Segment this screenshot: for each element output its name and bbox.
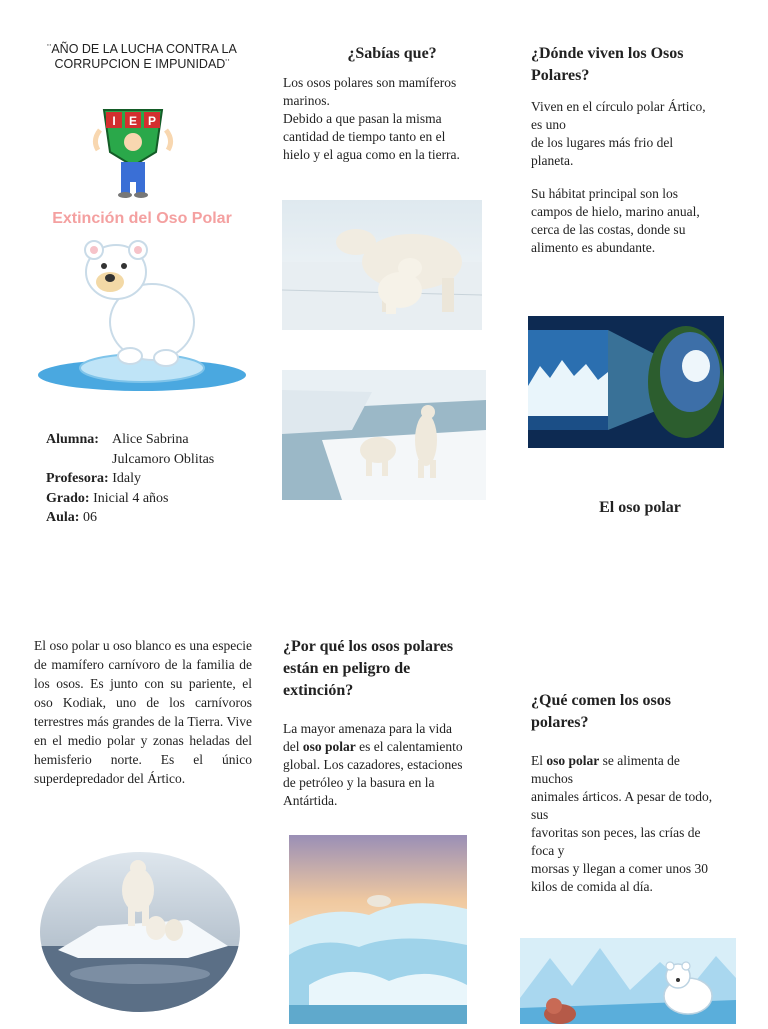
did-you-know-heading: ¿Sabías que? xyxy=(347,45,437,62)
student-info xyxy=(46,430,256,528)
cartoon-arctic-scene-image xyxy=(520,938,736,1024)
cartoon-polar-bear-image xyxy=(34,230,250,400)
teacher-label: Profesora: xyxy=(46,471,109,486)
student-label: Alumna: xyxy=(46,432,99,447)
polar-bear-description: El oso polar u oso blanco es una especie de mamífero carnívoro de la familia de los osos. Es junto con su pariente, el oso Kodiak, uno de los carnívoros terrestres más grandes de la Tierra. Vive en el medio polar y zonas heladas del hemisferio norte. Es el único superdepredador del Ártico. xyxy=(34,638,252,786)
footer-label: El oso polar xyxy=(599,499,681,516)
arctic-globe-image xyxy=(528,316,724,448)
logo-letter-e: E xyxy=(128,114,138,128)
where-live-heading: ¿Dónde viven los Osos Polares? xyxy=(531,45,684,84)
did-you-know-text: Los osos polares son mamíferos marinos. Debido a que pasan la misma cantidad de tiempo tanto en el hielo y el agua como en la tierra. xyxy=(283,75,460,162)
classroom-value: 06 xyxy=(82,510,97,525)
extinction-heading: ¿Por qué los osos polares están en peligro de extinción? xyxy=(283,638,454,699)
grade-value: Inicial 4 años xyxy=(93,490,169,506)
grade-label: Grado: xyxy=(46,490,90,506)
what-eat-text-pre: El xyxy=(531,753,547,768)
where-live-text-2: Su hábitat principal son los campos de hielo, marino anual, cerca de las costas, donde su alimento es abundante. xyxy=(531,186,700,255)
melting-ice-photo xyxy=(289,835,467,1024)
what-eat-text-post: se alimenta de muchos animales árticos. A pesar de todo, sus favoritas son peces, las crías de foca y morsas y llegan a comer unos 30 kilos de comida al día. xyxy=(531,753,713,894)
logo-letter-p: P xyxy=(147,114,157,128)
what-eat-heading: ¿Qué comen los osos polares? xyxy=(531,692,671,731)
extinction-text-post: es el calentamiento global. Los cazadores, estaciones de petróleo y la basura en la Antártida. xyxy=(283,739,463,808)
extinction-text xyxy=(283,720,505,810)
extinction-text-pre: La mayor amenaza para la vida del xyxy=(283,721,453,754)
student-value: Alice Sabrina Julcamoro Oblitas xyxy=(112,432,215,467)
year-motto: ¨AÑO DE LA LUCHA CONTRA LA CORRUPCION E IMPUNIDAD¨ xyxy=(47,42,237,71)
polar-bears-photo-1 xyxy=(282,200,482,330)
where-live-text-1: Viven en el círculo polar Ártico, es uno de los lugares más frio del planeta. xyxy=(531,99,706,168)
teacher-value: Idaly xyxy=(112,471,141,486)
classroom-label: Aula: xyxy=(46,510,80,525)
polar-bears-on-floe-photo xyxy=(38,850,242,1014)
what-eat-text xyxy=(531,752,753,896)
what-eat-text-bold: oso polar xyxy=(546,753,600,768)
extinction-text-bold: oso polar xyxy=(302,739,356,754)
logo-letter-i: I xyxy=(112,114,116,128)
brochure-title: Extinción del Oso Polar xyxy=(52,210,232,227)
polar-bears-photo-2 xyxy=(282,370,486,500)
school-mascot-logo xyxy=(90,100,176,198)
